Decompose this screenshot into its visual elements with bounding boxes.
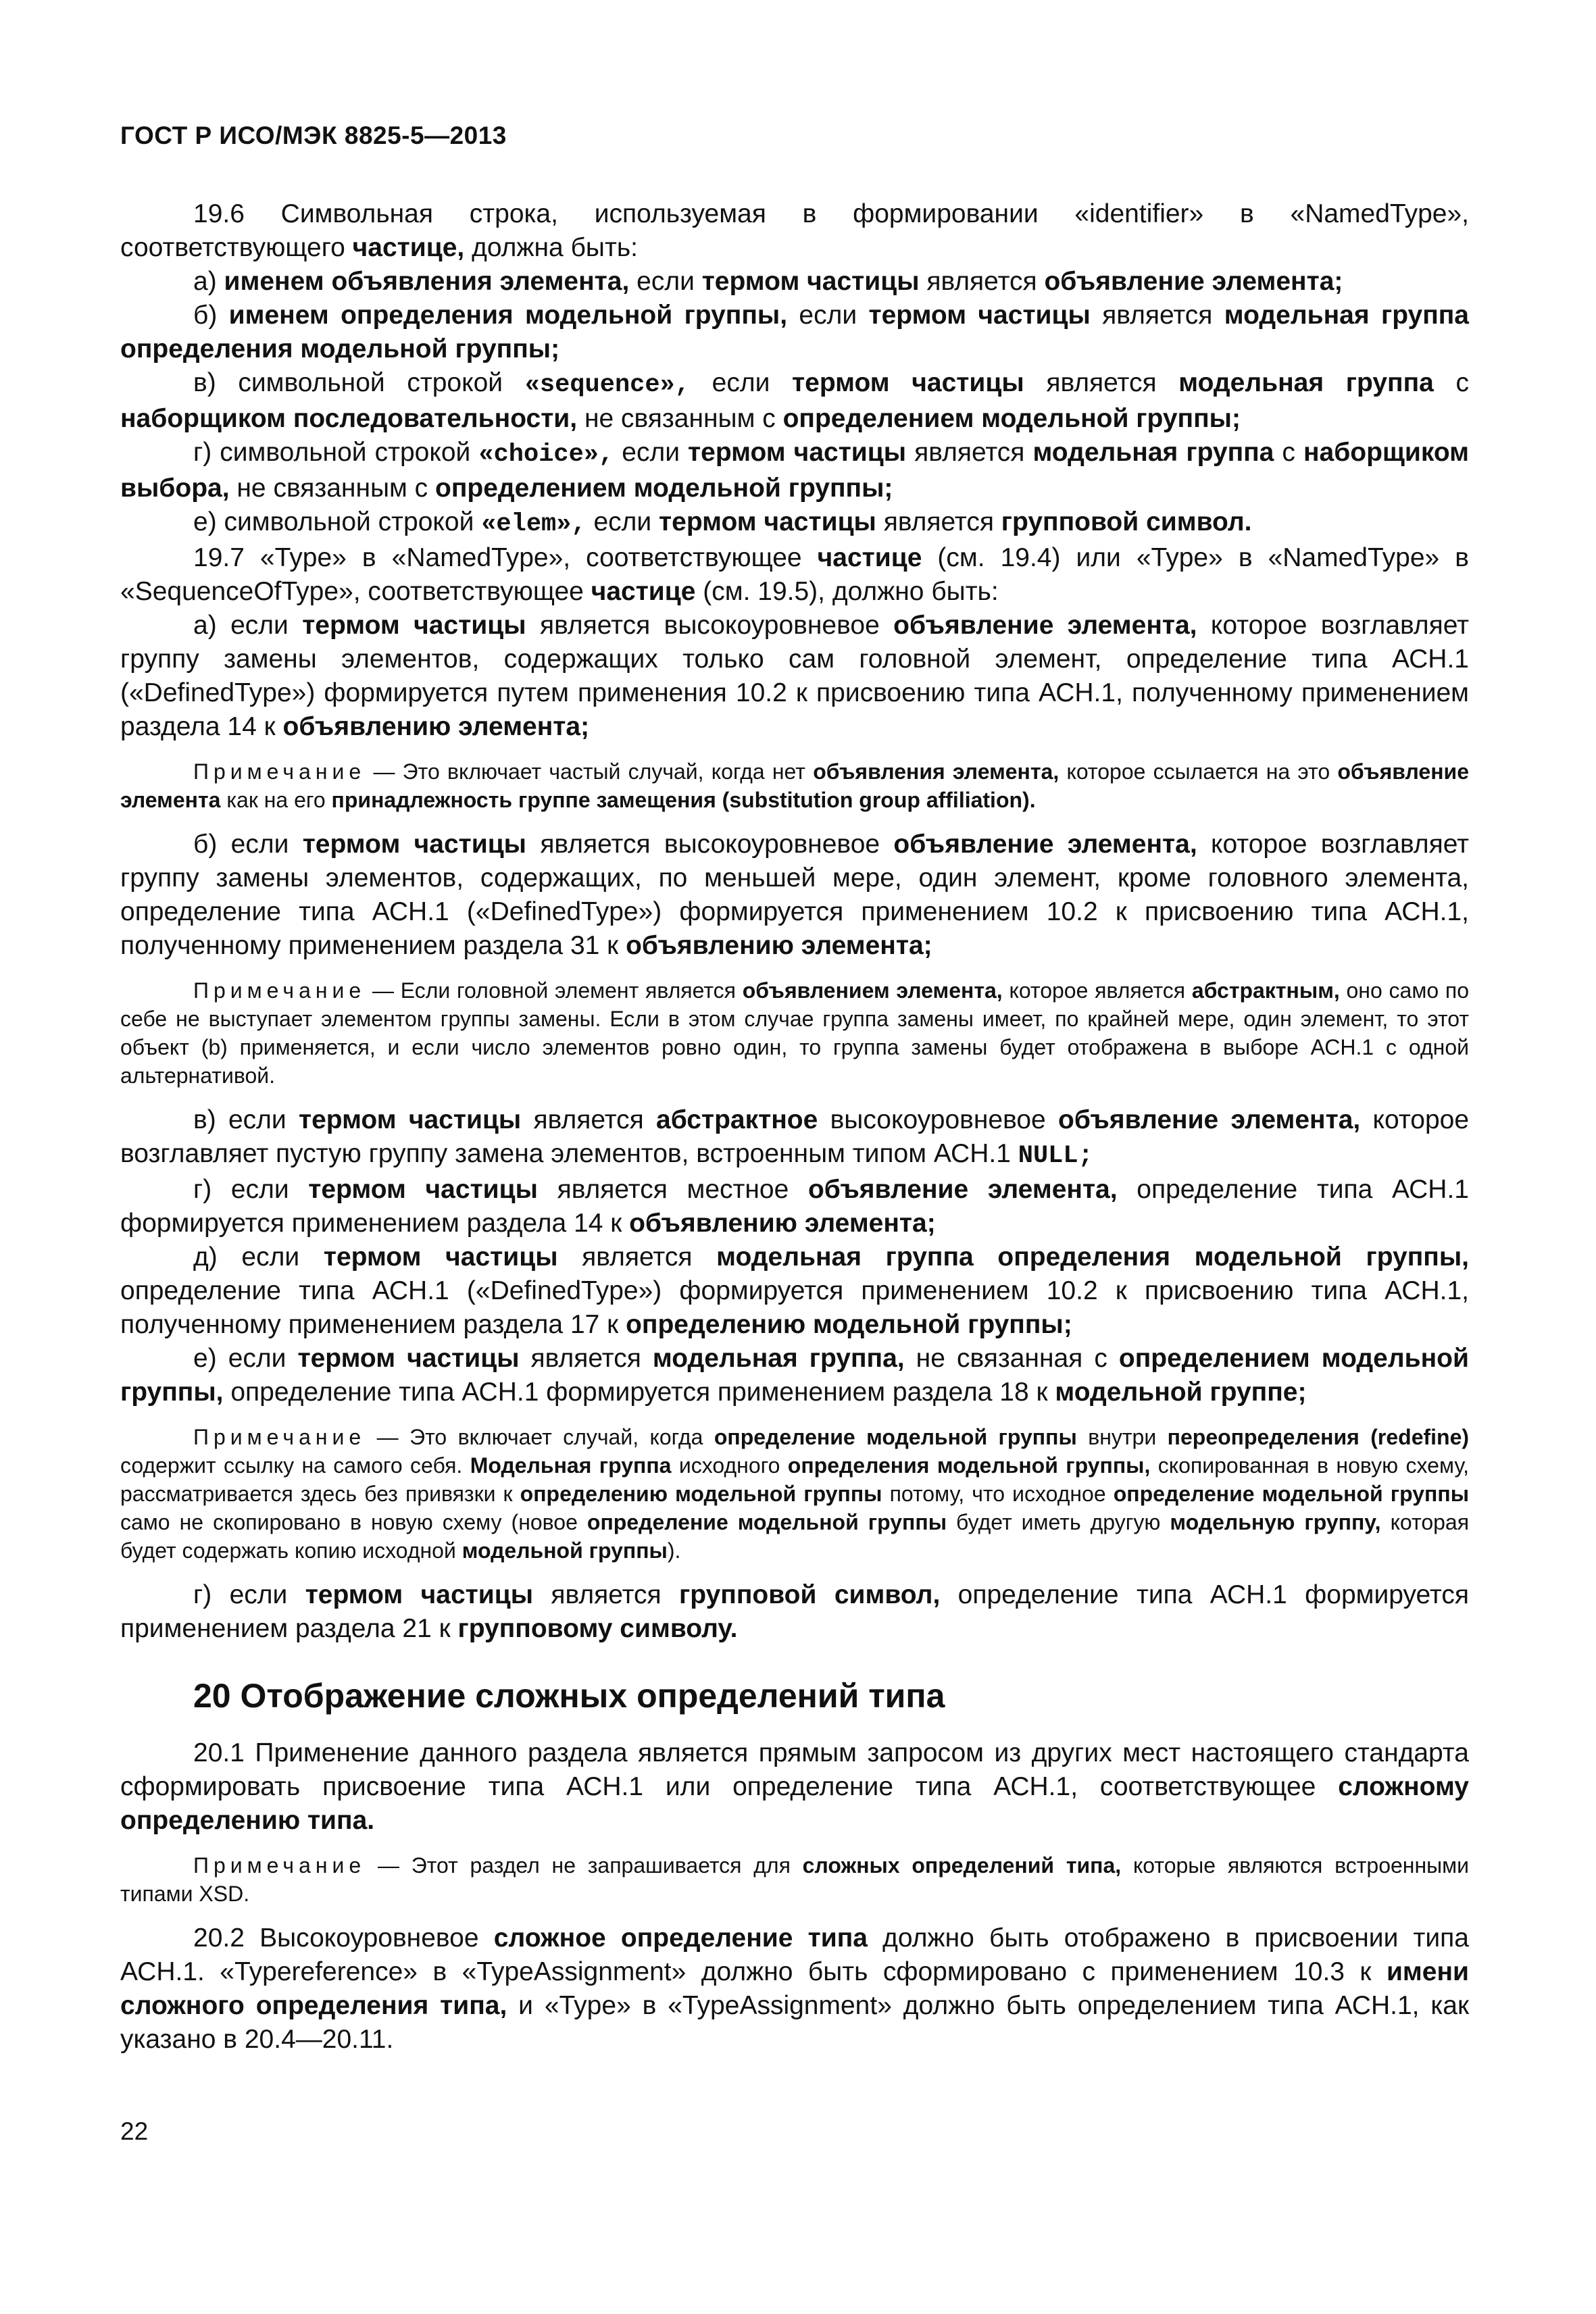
paragraph-19-7-d: г) если термом частицы является местное объявление элемента, определение типа АСН.1 формируется применением раздела 14 к объявлению элемента;: [120, 1175, 1470, 1238]
paragraph-20-1: 20.1 Применение данного раздела является прямым запросом из других мест настоящего стандарта сформировать присвоение типа АСН.1 или определение типа АСН.1, соответствующее сложному определению типа.: [120, 1738, 1469, 1835]
page-content: [120, 197, 1469, 2057]
note-1: Примечание — Это включает частый случай, когда нет объявления элемента, которое ссылается на это объявление элемента как на его принадлежность группе замещения (substitution group affiliation).: [120, 759, 1470, 812]
paragraph-19-6-a: а) именем объявления элемента, если термом частицы является объявление элемента;: [193, 267, 1343, 296]
paragraph-19-6-b: б) именем определения модельной группы, если термом частицы является модельная группа определения модельной группы;: [120, 301, 1469, 363]
paragraph-20-2: 20.2 Высокоуровневое сложное определение типа должно быть отображено в присвоении типа АСН.1. «Typereference» в «TypeAssignment» должно быть сформировано с применением 10.3 к имени сложного определения типа, и «Type» в «TypeAssignment» должно быть определением типа АСН.1, как указано в 20.4—20.11.: [120, 1923, 1470, 2054]
paragraph-19-7-g: г) если термом частицы является групповой символ, определение типа АСН.1 формируется применением раздела 21 к групповому символу.: [120, 1580, 1469, 1643]
note-3: Примечание — Это включает случай, когда определение модельной группы внутри переопределения (redefine) содержит ссылку на самого себя. Модельная группа исходного определения модельной группы, скопированная в новую схему, рассматривается здесь без привязки к определению модельной группы потому, что исходное определение модельной группы само не скопировано в новую схему (новое определение модельной группы будет иметь другую модельную группу, которая будет содержать копию исходной модельной группы).: [120, 1425, 1470, 1563]
paragraph-19-7-a: а) если термом частицы является высокоуровневое объявление элемента, которое возглавляет группу замены элементов, содержащих только сам головной элемент, определение типа АСН.1 («DefinedType») формируется путем применения 10.2 к присвоению типа АСН.1, полученному применением раздела 14 к объявлению элемента;: [120, 611, 1469, 741]
paragraph-19-6: 19.6 Символьная строка, используемая в формировании «identifier» в «NamedType», соответствующего частице, должна быть:: [120, 199, 1469, 262]
paragraph-19-6-c: в) символьной строкой «sequence», если термом частицы является модельная группа с наборщиком последовательности, не связанным с определением модельной группы;: [120, 368, 1469, 433]
note-2: Примечание — Если головной элемент является объявлением элемента, которое является абстрактным, оно само по себе не выступает элементом группы замены. Если в этом случае группа замены имеет, по крайней мере, один элемент, то этот объект (b) применяется, и если число элементов ровно один, то группа замены будет отображена в выборе АСН.1 с одной альтернативой.: [120, 978, 1470, 1088]
paragraph-19-6-e: е) символьной строкой «elem», если термом частицы является групповой символ.: [193, 507, 1252, 538]
paragraph-19-6-d: г) символьной строкой «choice», если термом частицы является модельная группа с наборщиком выбора, не связанным с определением модельной группы;: [120, 438, 1469, 503]
standard-header: ГОСТ Р ИСО/МЭК 8825-5—2013: [120, 122, 507, 149]
paragraph-19-7: 19.7 «Type» в «NamedType», соответствующее частице (см. 19.4) или «Type» в «NamedType» в «SequenceOfType», соответствующее частице (см. 19.5), должно быть:: [120, 543, 1469, 606]
section-20-heading: 20 Отображение сложных определений типа: [193, 1677, 945, 1715]
paragraph-19-7-f: е) если термом частицы является модельная группа, не связанная с определением модельной группы, определение типа АСН.1 формируется применением раздела 18 к модельной группе;: [120, 1344, 1469, 1407]
paragraph-19-7-b: б) если термом частицы является высокоуровневое объявление элемента, которое возглавляет группу замены элементов, содержащих, по меньшей мере, один элемент, кроме головного элемента, определение типа АСН.1 («DefinedType») формируется применением 10.2 к присвоению типа АСН.1, полученному применением раздела 31 к объявлению элемента;: [120, 830, 1469, 960]
paragraph-19-7-c: в) если термом частицы является абстрактное высокоуровневое объявление элемента, которое возглавляет пустую группу замена элементов, встроенным типом АСН.1 NULL;: [120, 1105, 1470, 1170]
note-4: Примечание — Этот раздел не запрашивается для сложных определений типа, которые являются встроенными типами XSD.: [120, 1853, 1470, 1906]
paragraph-19-7-e: д) если термом частицы является модельная группа определения модельной группы, определение типа АСН.1 («DefinedType») формируется применением 10.2 к присвоению типа АСН.1, полученному применением раздела 17 к определению модельной группы;: [120, 1242, 1469, 1339]
page-number: 22: [120, 2117, 149, 2145]
